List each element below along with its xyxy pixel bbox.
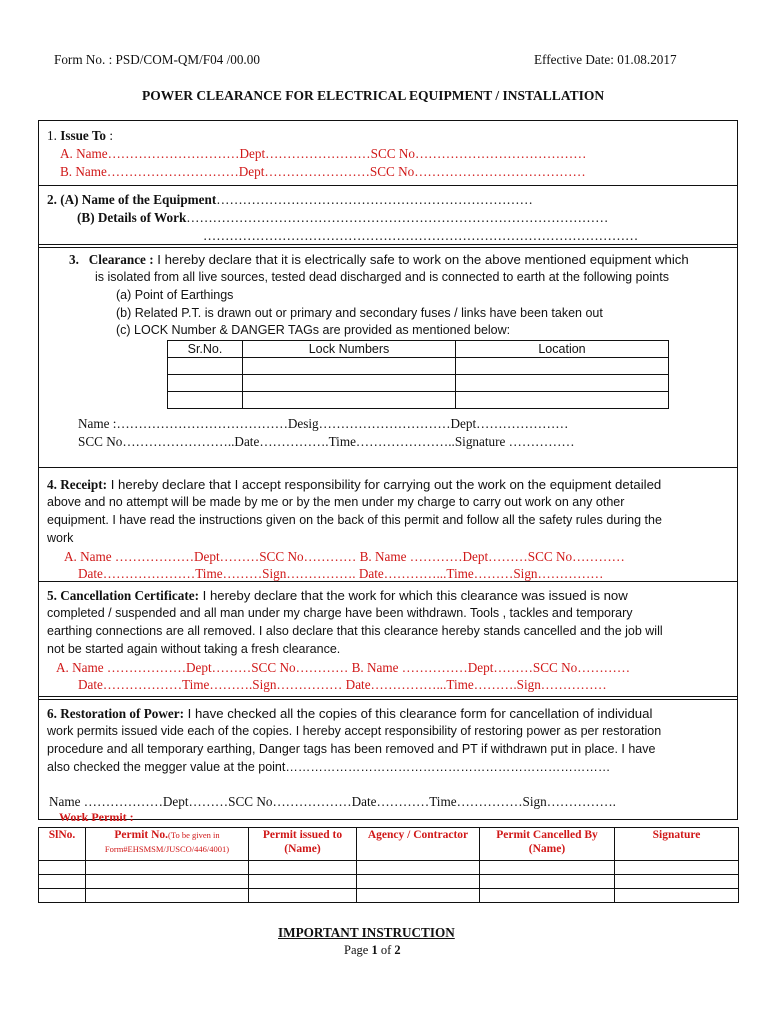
clearance-label: Clearance : — [88, 252, 154, 267]
receipt-dates-line: Date…………………Time………Sign……………. Date…………...Time………Sign…………… — [78, 566, 604, 581]
work-details-line — [77, 210, 608, 226]
column-header: Permit issued to (Name) — [249, 828, 357, 861]
cancellation-text-2: completed / suspended and all man under my charge have been withdrawn. Tools , tackles and temporary — [47, 606, 633, 620]
table-row — [39, 889, 739, 903]
effective-date: Effective Date: 01.08.2017 — [534, 52, 677, 67]
table-cell[interactable] — [86, 861, 249, 875]
section-divider — [38, 185, 738, 186]
table-cell[interactable] — [480, 889, 615, 903]
receipt-text-1 — [47, 477, 661, 493]
table-cell[interactable] — [243, 358, 456, 375]
table-cell[interactable] — [39, 861, 86, 875]
clearance-text: I hereby declare that it is electrically safe to work on the above mentioned equipment which — [153, 252, 689, 267]
table-cell[interactable] — [357, 889, 480, 903]
table-cell[interactable] — [480, 875, 615, 889]
restoration-signature-line: Name ………………Dept………SCC No………………Date…………Time……………Sign……………. — [49, 794, 616, 809]
receipt-text: I hereby declare that I accept responsibility for carrying out the work on the equipment detailed — [107, 477, 662, 492]
restoration-text: I have checked all the copies of this clearance form for cancellation of individual — [183, 706, 653, 721]
issue-to-colon: : — [106, 128, 113, 143]
table-cell[interactable] — [39, 889, 86, 903]
column-header: SlNo. — [39, 828, 86, 861]
table-row — [39, 875, 739, 889]
work-details-prefix: (B) — [77, 210, 98, 225]
table-row — [168, 375, 669, 392]
issue-to-line-b: B. Name…………………………Dept……………………SCC No………………………………… — [60, 164, 586, 179]
table-cell[interactable] — [456, 392, 669, 409]
issue-to-line-a: A. Name…………………………Dept……………………SCC No………………………………… — [60, 146, 587, 161]
restoration-text-1 — [47, 706, 652, 722]
table-cell[interactable] — [168, 358, 243, 375]
page-of: of — [377, 943, 395, 957]
permit-no-note: (To be given in Form#EHSMSM/JUSCO/446/4001) — [104, 830, 230, 854]
table-cell[interactable] — [615, 861, 739, 875]
permit-no-label: Permit No. — [114, 829, 169, 841]
equipment-prefix: 2. (A) — [47, 192, 82, 207]
column-header: Sr.No. — [168, 341, 243, 358]
cancellation-signers-line: A. Name ………………Dept………SCC No………… B. Name ……………Dept………SCC No………… — [56, 660, 631, 675]
table-cell[interactable] — [615, 875, 739, 889]
section-divider — [38, 247, 738, 248]
table-cell[interactable] — [249, 889, 357, 903]
column-header: Agency / Contractor — [357, 828, 480, 861]
section-divider — [38, 699, 738, 700]
table-row — [168, 392, 669, 409]
work-details-continuation: ……………………………………………………………………………………… — [203, 228, 639, 243]
section-issue-to-heading — [47, 128, 113, 144]
work-details-label: Details of Work — [97, 210, 187, 225]
work-details-dots: …………………………………………………………………………………… — [186, 210, 609, 225]
receipt-text-2: above and no attempt will be made by me or by the men under my charge to carry out work on any other — [47, 495, 625, 509]
equipment-name-dots: ……………………………………………………………… — [216, 192, 533, 207]
table-row — [39, 861, 739, 875]
important-instruction-heading: IMPORTANT INSTRUCTION — [278, 925, 455, 940]
restoration-text-3: procedure and all temporary earthing, Danger tags has been removed and PT if withdrawn put in place. I have — [47, 742, 656, 756]
restoration-text-4: also checked the megger value at the point…………………………………………………………………… — [47, 760, 611, 774]
column-header: Permit Cancelled By (Name) — [480, 828, 615, 861]
column-header: Location — [456, 341, 669, 358]
section-divider — [38, 467, 738, 468]
cancellation-text-3: earthing connections are all removed. I also declare that this clearance hereby stands cancelled and the job will — [47, 624, 663, 638]
page-current: 1 — [371, 943, 378, 957]
table-cell[interactable] — [249, 875, 357, 889]
column-header: Lock Numbers — [243, 341, 456, 358]
table-cell[interactable] — [357, 861, 480, 875]
table-cell[interactable] — [86, 889, 249, 903]
form-number: Form No. : PSD/COM-QM/F04 /00.00 — [54, 52, 260, 67]
table-cell[interactable] — [168, 375, 243, 392]
table-cell[interactable] — [357, 875, 480, 889]
table-cell[interactable] — [456, 358, 669, 375]
pt-drawn-item: (b) Related P.T. is drawn out or primary and secondary fuses / links have been taken out — [116, 306, 603, 320]
receipt-signers-line: A. Name ………………Dept………SCC No………… B. Name …………Dept………SCC No………… — [64, 549, 625, 564]
table-cell[interactable] — [615, 889, 739, 903]
work-permit-heading: Work Permit : — [59, 810, 134, 824]
work-permit-table — [38, 827, 739, 903]
issue-to-label: Issue To — [60, 128, 107, 143]
page-prefix: Page — [344, 943, 372, 957]
table-cell[interactable] — [86, 875, 249, 889]
column-header — [86, 828, 249, 861]
receipt-text-3: equipment. I have read the instructions given on the back of this permit and follow all the safety rules during the — [47, 513, 662, 527]
section-divider — [38, 244, 738, 245]
lock-tags-item: (c) LOCK Number & DANGER TAGs are provided as mentioned below: — [116, 323, 511, 337]
page-number — [344, 943, 401, 958]
restoration-text-2: work permits issued vide each of the copies. I hereby accept responsibility of restoring power as per restoration — [47, 724, 662, 738]
cancellation-text: I hereby declare that the work for which this clearance was issued is now — [198, 588, 628, 603]
clearance-line-1 — [69, 252, 689, 268]
table-cell[interactable] — [249, 861, 357, 875]
section-number: 3. — [69, 252, 79, 267]
receipt-text-4: work — [47, 531, 74, 545]
equipment-name-label: Name of the Equipment — [81, 192, 217, 207]
earthing-point-item: (a) Point of Earthings — [116, 288, 234, 302]
table-cell[interactable] — [480, 861, 615, 875]
section-divider — [38, 696, 738, 697]
table-cell[interactable] — [243, 392, 456, 409]
column-header: Signature — [615, 828, 739, 861]
table-cell[interactable] — [243, 375, 456, 392]
clearance-signature-line: SCC No……………………..Date…………….Time…………………..Signature …………… — [78, 434, 575, 449]
equipment-name-line — [47, 192, 533, 208]
receipt-label: 4. Receipt: — [47, 477, 108, 492]
cancellation-label: 5. Cancellation Certificate: — [47, 588, 199, 603]
cancellation-text-4: not be started again without taking a fresh clearance. — [47, 642, 341, 656]
lock-numbers-table — [167, 340, 669, 409]
cancellation-dates-line: Date………………Time……….Sign…………… Date……………...Time……….Sign…………… — [78, 677, 607, 692]
table-row — [168, 358, 669, 375]
page-total: 2 — [394, 943, 401, 957]
restoration-label: 6. Restoration of Power: — [47, 706, 184, 721]
table-cell[interactable] — [39, 875, 86, 889]
cancellation-text-1 — [47, 588, 628, 604]
table-cell[interactable] — [456, 375, 669, 392]
clearance-signer-line: Name :…………………………………Desig…………………………Dept………………… — [78, 416, 569, 431]
clearance-line-2: is isolated from all live sources, tested dead discharged and is connected to earth at the following points — [95, 270, 669, 284]
table-cell[interactable] — [168, 392, 243, 409]
page-title: POWER CLEARANCE FOR ELECTRICAL EQUIPMENT / INSTALLATION — [142, 88, 605, 103]
section-number: 1. — [47, 128, 57, 143]
